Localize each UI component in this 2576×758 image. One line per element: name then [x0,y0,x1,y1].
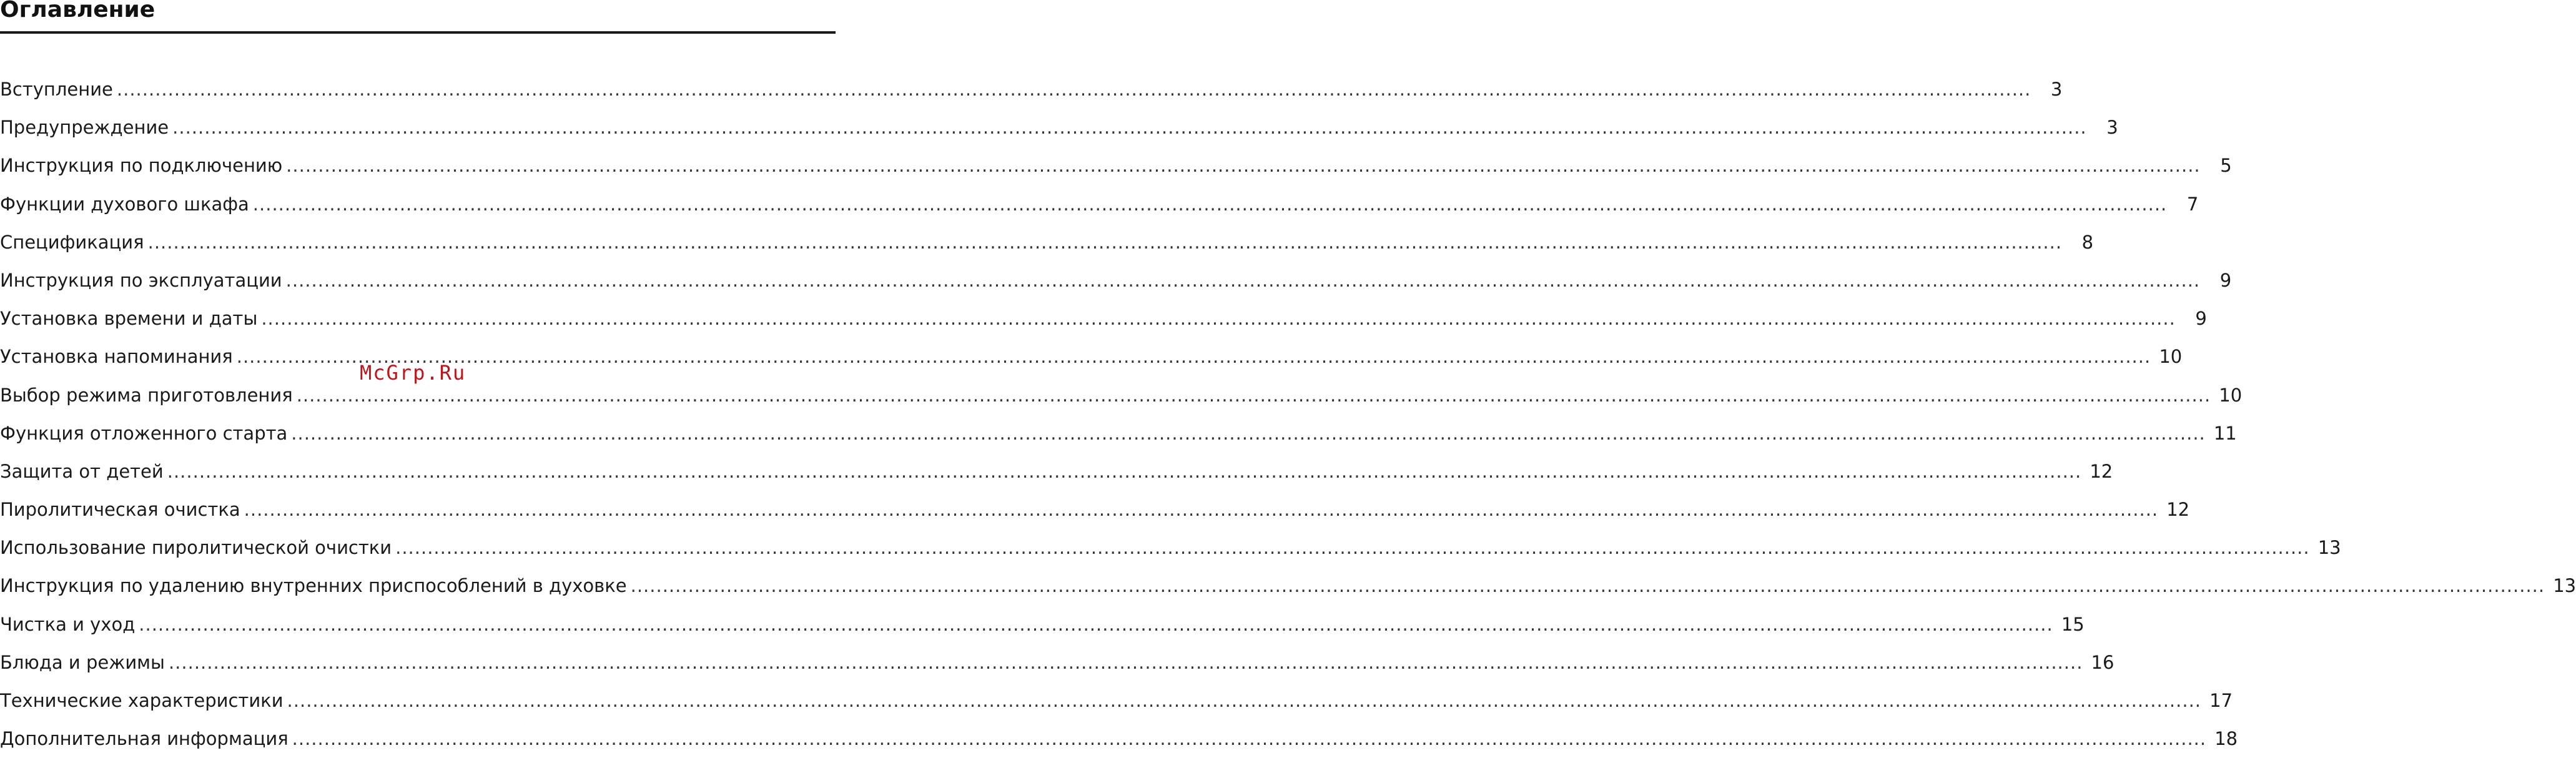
toc-entry[interactable] [0,147,2232,185]
toc-entry-label: Установка напоминания [0,346,233,368]
toc-entry-page: 8 [2081,231,2094,253]
toc-entry-label: Инструкция по подключению [0,155,283,177]
toc-entry-page: 9 [2219,269,2232,291]
toc-entry-label: Блюда и режимы [0,651,165,673]
dot-leader: ............................................................................................................................................................................................................................................................................................................ [244,499,2159,521]
toc-entry-page: 7 [2186,193,2199,215]
dot-leader: ............................................................................................................................................................................................................................................................................................................ [630,575,2545,597]
toc-entry[interactable] [0,567,2576,605]
toc-entry[interactable] [0,300,2207,338]
toc-entry-label: Вступление [0,79,113,100]
toc-entry-page: 18 [2214,728,2238,750]
dot-leader: ............................................................................................................................................................................................................................................................................................................ [168,651,2083,673]
toc-entry-page: 17 [2209,690,2233,711]
dot-leader: ............................................................................................................................................................................................................................................................................................................ [116,79,2031,100]
toc-entry[interactable] [0,606,2085,644]
toc-entry-label: Чистка и уход [0,613,136,635]
toc-entry[interactable] [0,109,2118,147]
table-of-contents [0,71,2576,758]
toc-entry-page: 12 [2166,499,2190,521]
toc-entry-page: 10 [2219,384,2243,406]
dot-leader: ............................................................................................................................................................................................................................................................................................................ [395,537,2310,559]
toc-entry[interactable] [0,644,2115,682]
toc-entry-page: 16 [2091,651,2115,673]
toc-entry-label: Спецификация [0,231,144,253]
toc-entry-label: Предупреждение [0,117,169,139]
toc-entry-page: 3 [2106,117,2118,139]
toc-entry[interactable] [0,682,2233,720]
toc-entry-label: Пиролитическая очистка [0,499,240,521]
toc-entry[interactable] [0,262,2232,300]
toc-entry[interactable] [0,185,2199,224]
toc-entry[interactable] [0,720,2238,758]
toc-entry[interactable] [0,529,2341,567]
dot-leader: ............................................................................................................................................................................................................................................................................................................ [286,155,2201,177]
dot-leader: ............................................................................................................................................................................................................................................................................................................ [139,613,2053,635]
toc-entry-page: 15 [2061,613,2085,635]
toc-entry-page: 9 [2195,308,2207,330]
dot-leader: ............................................................................................................................................................................................................................................................................................................ [261,308,2176,330]
toc-entry-label: Выбор режима приготовления [0,384,293,406]
toc-entry-label: Технические характеристики [0,690,284,711]
toc-entry[interactable] [0,415,2237,453]
toc-entry-label: Функция отложенного старта [0,422,288,444]
toc-entry-label: Дополнительная информация [0,728,289,750]
toc-entry-page: 10 [2159,346,2183,368]
toc-entry-page: 13 [2553,575,2576,597]
toc-entry[interactable] [0,491,2190,529]
dot-leader: ............................................................................................................................................................................................................................................................................................................ [296,384,2211,406]
toc-entry-page: 11 [2213,422,2237,444]
dot-leader: ............................................................................................................................................................................................................................................................................................................ [236,346,2151,368]
toc-entry-label: Установка времени и даты [0,308,258,330]
toc-entry-label: Инструкция по удалению внутренних приспособлений в духовке [0,575,627,597]
toc-entry[interactable] [0,453,2113,491]
toc-entry[interactable] [0,224,2094,262]
page-title: Оглавление [0,0,155,22]
toc-entry-label: Использование пиролитической очистки [0,537,392,559]
watermark: McGrp.Ru [360,361,466,385]
toc-entry[interactable] [0,71,2063,109]
dot-leader: ............................................................................................................................................................................................................................................................................................................ [291,422,2206,444]
dot-leader: ............................................................................................................................................................................................................................................................................................................ [172,117,2087,139]
dot-leader: ............................................................................................................................................................................................................................................................................................................ [147,231,2063,253]
toc-entry-page: 5 [2220,155,2232,177]
toc-entry-label: Функции духового шкафа [0,193,249,215]
toc-entry-label: Инструкция по эксплуатации [0,269,282,291]
toc-entry-label: Защита от детей [0,460,164,482]
toc-entry-page: 13 [2317,537,2341,559]
dot-leader: ............................................................................................................................................................................................................................................................................................................ [167,460,2082,482]
dot-leader: ............................................................................................................................................................................................................................................................................................................ [285,269,2201,291]
dot-leader: ............................................................................................................................................................................................................................................................................................................ [292,728,2207,750]
dot-leader: ............................................................................................................................................................................................................................................................................................................ [287,690,2202,711]
toc-entry-page: 12 [2090,460,2113,482]
dot-leader: ............................................................................................................................................................................................................................................................................................................ [252,193,2168,215]
toc-entry-page: 3 [2050,79,2063,100]
title-divider [0,31,836,34]
